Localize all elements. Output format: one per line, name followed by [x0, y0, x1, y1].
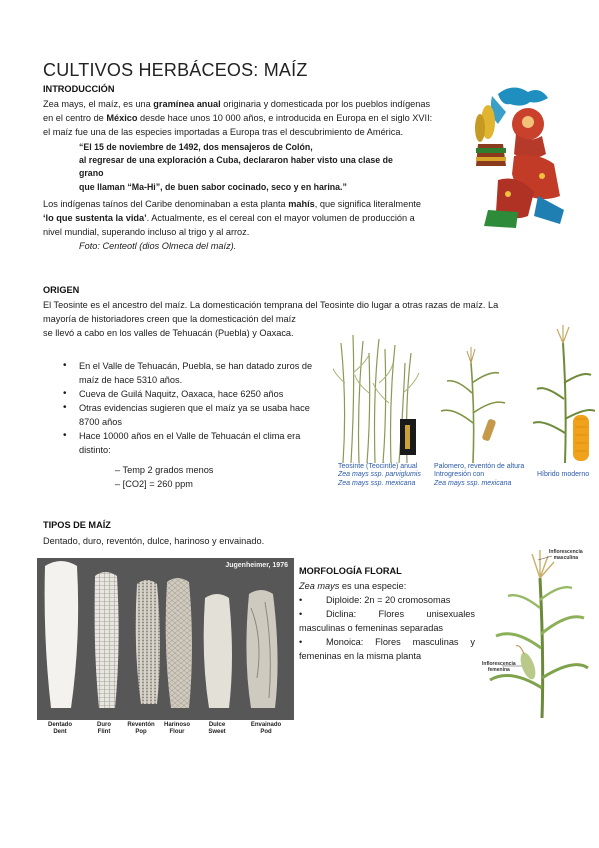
caption-line: Zea mays ssp. parviglumis [338, 471, 421, 479]
morfologia-list [299, 593, 475, 663]
list-item: – Temp 2 grados menos [115, 465, 214, 475]
intro-bold: gramínea anual [153, 99, 221, 109]
cob-label: Dentado Dent [48, 722, 72, 735]
cob-label: Harinoso Flour [163, 722, 190, 735]
intro-heading: INTRODUCCIÓN [43, 84, 115, 94]
morfologia-text: es una especie: [339, 581, 407, 591]
intro-bold: México [106, 113, 138, 123]
cob-label: Duro Flint [97, 722, 111, 735]
page-title: CULTIVOS HERBÁCEOS: MAÍZ [43, 60, 308, 80]
caption-line: Zea mays ssp. mexicana [338, 479, 416, 487]
tipos-text: Dentado, duro, reventón, dulce, harinoso y envainado. [43, 536, 265, 546]
palomero-caption [434, 463, 544, 488]
intro-text: desde hace unos 10 000 años, e introducida en Europa en el siglo XVII: [137, 113, 433, 123]
origen-text: mayoría de historiadores creen que la domesticación del maíz [43, 314, 296, 324]
list-item: • Diclina: Flores unisexuales masculinas o femeninas separadas [299, 609, 475, 633]
morfologia-intro [299, 579, 406, 593]
caption-line: Zea mays ssp. mexicana [434, 479, 512, 487]
origen-text: se llevó a cabo en los valles de Tehuacán (Puebla) y Oaxaca. [43, 328, 294, 338]
origen-sublist [115, 463, 213, 491]
origen-heading: ORIGEN [43, 285, 80, 295]
quote-line: “El 15 de noviembre de 1492, dos mensajeros de Colón, [79, 142, 313, 152]
maize-types-labels [37, 722, 294, 742]
list-item: • Cueva de Guilá Naquitz, Oaxaca, hace 6250 años [63, 388, 284, 399]
intro-bold: mahís [288, 199, 315, 209]
intro-text: Los indígenas taínos del Caribe denominaban a esta planta [43, 199, 289, 209]
cob-label: Reventón Pop [127, 722, 155, 735]
intro-text: originaria y domesticada por los pueblos indígenas [220, 99, 431, 109]
species-name: Zea mays [299, 581, 340, 591]
morfologia-heading: MORFOLOGÍA FLORAL [299, 566, 402, 576]
photo-credit: Jugenheimer, 1976 [225, 562, 288, 569]
maize-evolution-figure [333, 323, 595, 463]
intro-text: Zea mays, el maíz, es una [43, 99, 154, 109]
intro-paragraph-2 [43, 197, 463, 239]
caption-line: Introgresión con [434, 471, 485, 479]
hibrido-caption: Híbrido moderno [537, 471, 590, 478]
quote-line: que llaman “Ma-Hi”, de buen sabor cocinado, seco y en harina.” [79, 181, 347, 192]
tipos-heading: TIPOS DE MAÍZ [43, 520, 111, 530]
colon-quote [79, 141, 419, 194]
male-inflorescence-label: Inflorescencia masculina [549, 549, 583, 561]
list-item: • En el Valle de Tehuacán, Puebla, se han datado zuros de maíz de hace 5310 años. [63, 360, 313, 385]
intro-text: nivel mundial, superando incluso al trigo y al arroz. [43, 227, 250, 237]
list-item: – [CO2] = 260 ppm [115, 479, 193, 489]
female-inflorescence-label: Inflorescencia femenina [482, 661, 516, 673]
centeotl-illustration [468, 84, 570, 230]
maize-plant-illustration [480, 548, 590, 718]
photo-caption: Foto: Centeotl (dios Olmeca del maíz). [79, 241, 237, 251]
cob-label: Dulce Sweet [208, 722, 226, 735]
caption-line: Palomero, reventón de altura [434, 463, 525, 470]
list-item: • Monoica: Flores masculinas y femeninas en la misma planta [299, 637, 475, 661]
intro-paragraph-1 [43, 97, 463, 139]
intro-text: el maíz fue una de las especies importadas a Europa tras el descubrimiento de América. [43, 127, 404, 137]
origen-text: El Teosinte es el ancestro del maíz. La domesticación temprana del Teosinte dio lugar a otras razas de maíz. La [43, 300, 499, 310]
quote-line: al regresar de una exploración a Cuba, declararon haber visto una clase de grano [79, 155, 393, 179]
intro-text: . Actualmente, es el cereal con el mayor volumen de producción a [146, 213, 415, 223]
list-item: • Hace 10000 años en el Valle de Tehuacán el clima era distinto: [63, 430, 301, 455]
list-item: • Diploide: 2n = 20 cromosomas [299, 595, 451, 605]
teosinte-caption [338, 463, 448, 488]
list-item: • Otras evidencias sugieren que el maíz ya se usaba hace 8700 años [63, 402, 310, 427]
caption-line: Teosinte (Teocintle) anual [338, 463, 418, 470]
intro-text: , que significa literalmente [314, 199, 421, 209]
intro-text: en el centro de [43, 113, 107, 123]
intro-bold: ‘lo que sustenta la vida’ [43, 213, 147, 223]
origen-bullets [63, 359, 327, 457]
maize-types-photo [37, 558, 294, 720]
cob-label: Envainado Pod [250, 722, 282, 735]
